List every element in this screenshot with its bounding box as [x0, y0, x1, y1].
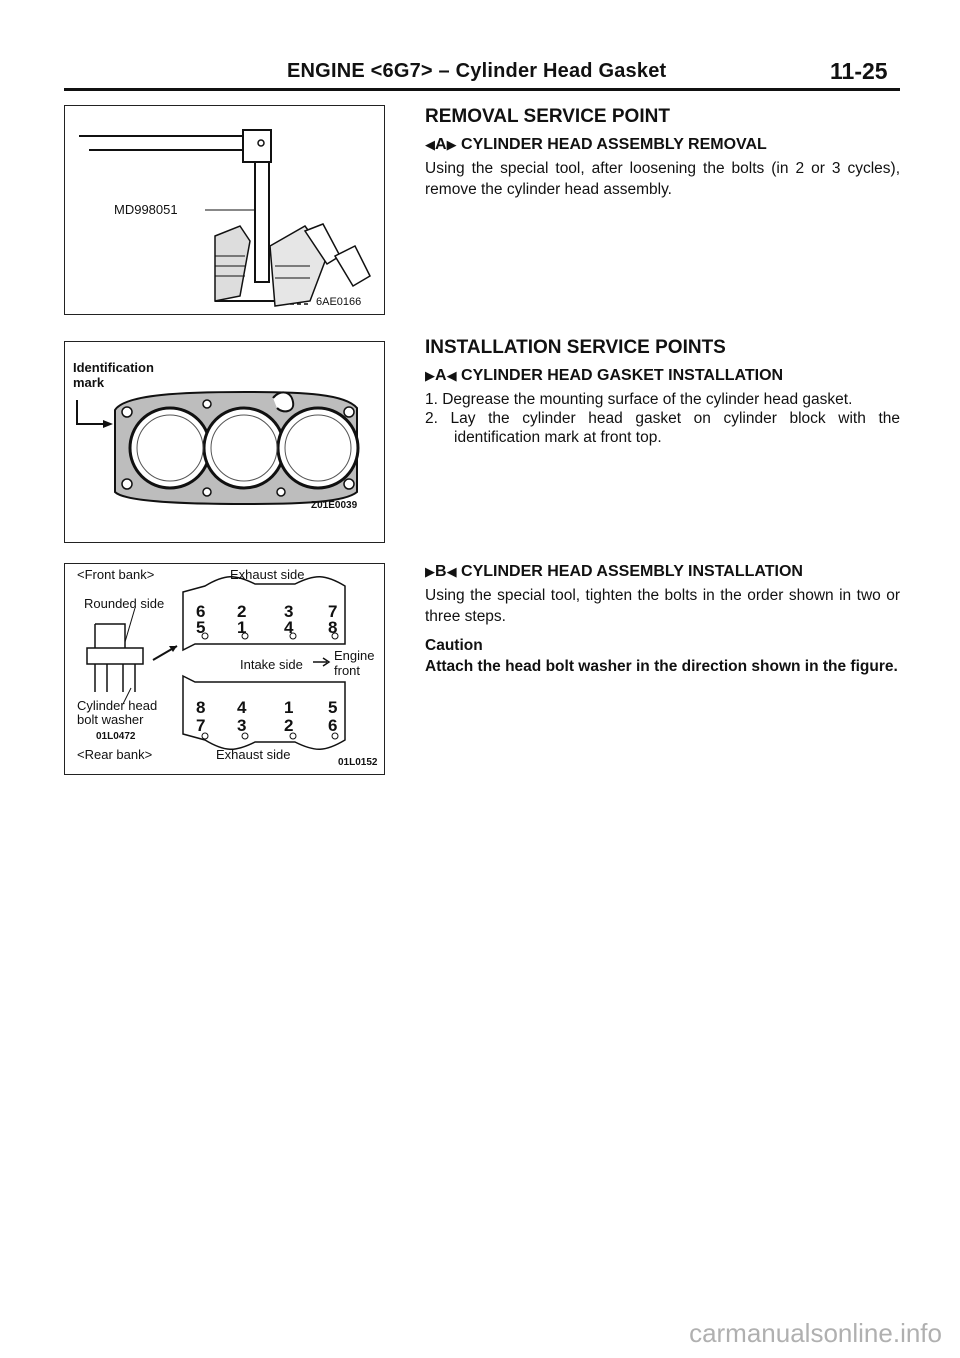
intake-side-label: Intake side: [240, 657, 303, 672]
removal-heading: REMOVAL SERVICE POINT: [425, 106, 670, 127]
bolt-number: 6: [196, 602, 206, 621]
list-item: 1. Degrease the mounting surface of the cylinder head gasket.: [425, 391, 853, 408]
removal-section: [425, 106, 900, 200]
bolt-number: 7: [328, 602, 338, 621]
watermark: carmanualsonline.info: [689, 1318, 942, 1348]
figure-code-small: 01L0472: [96, 731, 136, 742]
gasket-installation-subheading: [425, 367, 900, 385]
gasket-steps-list: [425, 390, 900, 447]
front-label: front: [334, 663, 361, 678]
exhaust-side-top-label: Exhaust side: [230, 567, 305, 582]
figure-bolt-order: [64, 563, 385, 775]
gasket-installation-marker: A: [435, 367, 447, 384]
bolt-number: 1: [284, 698, 294, 717]
installation-section: [425, 337, 900, 447]
removal-marker: A: [435, 136, 447, 153]
figure-gasket-identification: [64, 341, 385, 543]
bolt-number: 8: [328, 618, 338, 637]
bolt-number: 8: [196, 698, 206, 717]
bolt-number: 3: [284, 602, 294, 621]
engine-label: Engine: [334, 648, 375, 663]
removal-subheading: [425, 136, 900, 154]
triangle-right-icon: ▶: [425, 564, 435, 579]
triangle-left-icon: ◀: [425, 137, 435, 152]
identification-label-line1: Identification: [73, 360, 154, 375]
tool-illustration: [65, 106, 384, 314]
triangle-right-icon: ▶: [446, 137, 457, 152]
bolt-number: 1: [237, 618, 247, 637]
washer-label-line2: bolt washer: [77, 712, 144, 727]
triangle-left-icon: ◀: [446, 368, 457, 383]
assembly-installation-section: [425, 563, 900, 677]
triangle-left-icon: ◀: [446, 564, 457, 579]
assembly-installation-subheading: [425, 563, 900, 581]
assembly-installation-subheading-text: CYLINDER HEAD ASSEMBLY INSTALLATION: [461, 563, 803, 580]
figure-code: Z01E0039: [311, 500, 358, 511]
bolt-number: 4: [237, 698, 247, 717]
bolt-number: 5: [196, 618, 206, 637]
removal-subheading-text: CYLINDER HEAD ASSEMBLY REMOVAL: [461, 136, 767, 153]
bolt-number: 4: [284, 618, 294, 637]
rounded-side-label: Rounded side: [84, 596, 165, 611]
page-number: 11-25: [830, 58, 888, 84]
bolt-number: 5: [328, 698, 338, 717]
list-item: 2. Lay the cylinder head gasket on cylinder block with the identification mark at front top.: [425, 410, 900, 446]
bolt-number: 7: [196, 716, 206, 735]
exhaust-side-bottom-label: Exhaust side: [216, 747, 291, 762]
identification-label-line2: mark: [73, 375, 105, 390]
assembly-installation-text: Using the special tool, tighten the bolts in the order shown in two or three steps.: [425, 587, 900, 625]
bolt-number: 2: [237, 602, 247, 621]
caution-label: Caution: [425, 637, 483, 654]
triangle-right-icon: ▶: [425, 368, 435, 383]
page-header: [0, 54, 960, 94]
rear-bank-label: <Rear bank>: [77, 747, 153, 762]
tool-label: MD998051: [114, 202, 178, 217]
removal-text: Using the special tool, after loosening the bolts (in 2 or 3 cycles), remove the cylinder head assembly.: [425, 160, 900, 198]
header-rule: [64, 88, 900, 91]
gasket-installation-subheading-text: CYLINDER HEAD GASKET INSTALLATION: [461, 367, 784, 384]
figure-code: 6AE0166: [316, 296, 362, 308]
figure-code: 01L0152: [338, 757, 378, 768]
installation-heading: INSTALLATION SERVICE POINTS: [425, 337, 726, 358]
figure-special-tool: [64, 105, 385, 315]
front-bank-label: <Front bank>: [77, 567, 155, 582]
caution-text: Attach the head bolt washer in the direction shown in the figure.: [425, 658, 898, 675]
bolt-number: 3: [237, 716, 247, 735]
bolt-number: 2: [284, 716, 294, 735]
bolt-number: 6: [328, 716, 338, 735]
section-title: ENGINE <6G7> – Cylinder Head Gasket: [287, 60, 667, 82]
washer-label-line1: Cylinder head: [77, 698, 158, 713]
assembly-installation-marker: B: [435, 563, 447, 580]
